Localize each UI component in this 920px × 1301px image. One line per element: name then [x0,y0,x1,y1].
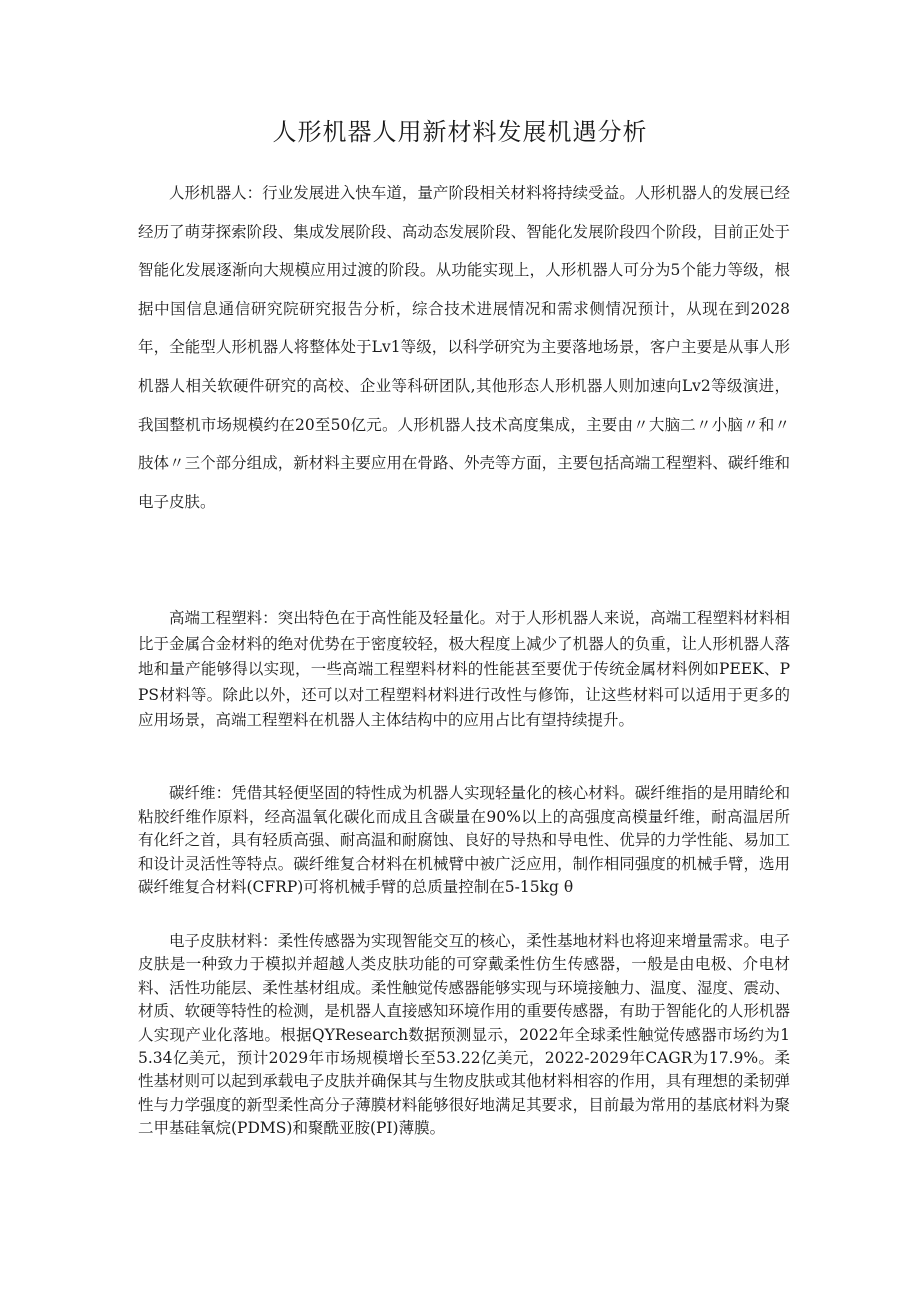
paragraph-carbon-fiber: 碳纤维：凭借其轻便坚固的特性成为机器人实现轻量化的核心材料。碳纤维指的是用睛纶和粘胶纤维作原料，经高温氧化碳化而成且含碳量在90%以上的高强度高模量纤维，耐高温居所有化纤之首，具有轻质高强、耐高温和耐腐蚀、良好的导热和导电性、优异的力学性能、易加工和设计灵活性等特点。碳纤维复合材料在机械臂中被广泛应用，制作相同强度的机械手臂，选用碳纤维复合材料(CFRP)可将机械手臂的总质量控制在5-15kg θ [138,784,790,897]
paragraph-humanoid-robot: 人形机器人：行业发展进入快车道，量产阶段相关材料将持续受益。人形机器人的发展已经经历了萌芽探索阶段、集成发展阶段、高动态发展阶段、智能化发展阶段四个阶段，目前正处于智能化发展逐渐向大规模应用过渡的阶段。从功能实现上，人形机器人可分为5个能力等级，根据中国信息通信研究院研究报告分析，综合技术进展情况和需求侧情况预计，从现在到2028年，全能型人形机器人将整体处于Lv1等级，以科学研究为主要落地场景，客户主要是从事人形机器人相关软硬件研究的高校、企业等科研团队,其他形态人形机器人则加速向Lv2等级演进，我国整机市场规模约在20至50亿元。人形机器人技术高度集成，主要由〃大脑二〃小脑〃和〃肢体〃三个部分组成，新材料主要应用在骨路、外壳等方面，主要包括高端工程塑料、碳纤维和电子皮肤。 [138,184,790,511]
paragraph-electronic-skin: 电子皮肤材料：柔性传感器为实现智能交互的核心，柔性基地材料也将迎来增量需求。电子皮肤是一种致力于模拟并超越人类皮肤功能的可穿戴柔性仿生传感器，一般是由电极、介电材料、活性功能层、柔性基材组成。柔性触觉传感器能够实现与环境接触力、温度、湿度、震动、材质、软硬等特性的检测，是机器人直接感知环境作用的重要传感器，有助于智能化的人形机器人实现产业化落地。根据QYResearch数据预测显示，2022年全球柔性触觉传感器市场约为15.34亿美元，预计2029年市场规模增长至53.22亿美元，2022-2029年CAGR为17.9%。柔性基材则可以起到承载电子皮肤并确保其与生物皮肤或其他材料相容的作用，具有理想的柔韧弹性与力学强度的新型柔性高分子薄膜材料能够很好地满足其要求，目前最为常用的基底材料为聚二甲基硅氧烷(PDMS)和聚酰亚胺(PI)薄膜。 [138,932,790,1138]
paragraph-engineering-plastics: 高端工程塑料：突出特色在于高性能及轻量化。对于人形机器人来说，高端工程塑料材料相比于金属合金材料的绝对优势在于密度较轻，极大程度上减少了机器人的负重，让人形机器人落地和量产能够得以实现，一些高端工程塑料材料的性能甚至要优于传统金属材料例如PEEK、PPS材料等。除此以外，还可以对工程塑料材料进行改性与修饰，让这些材料可以适用于更多的应用场景，高端工程塑料在机器人主体结构中的应用占比有望持续提升。 [138,609,790,729]
document-title: 人形机器人用新材料发展机遇分析 [272,118,648,146]
